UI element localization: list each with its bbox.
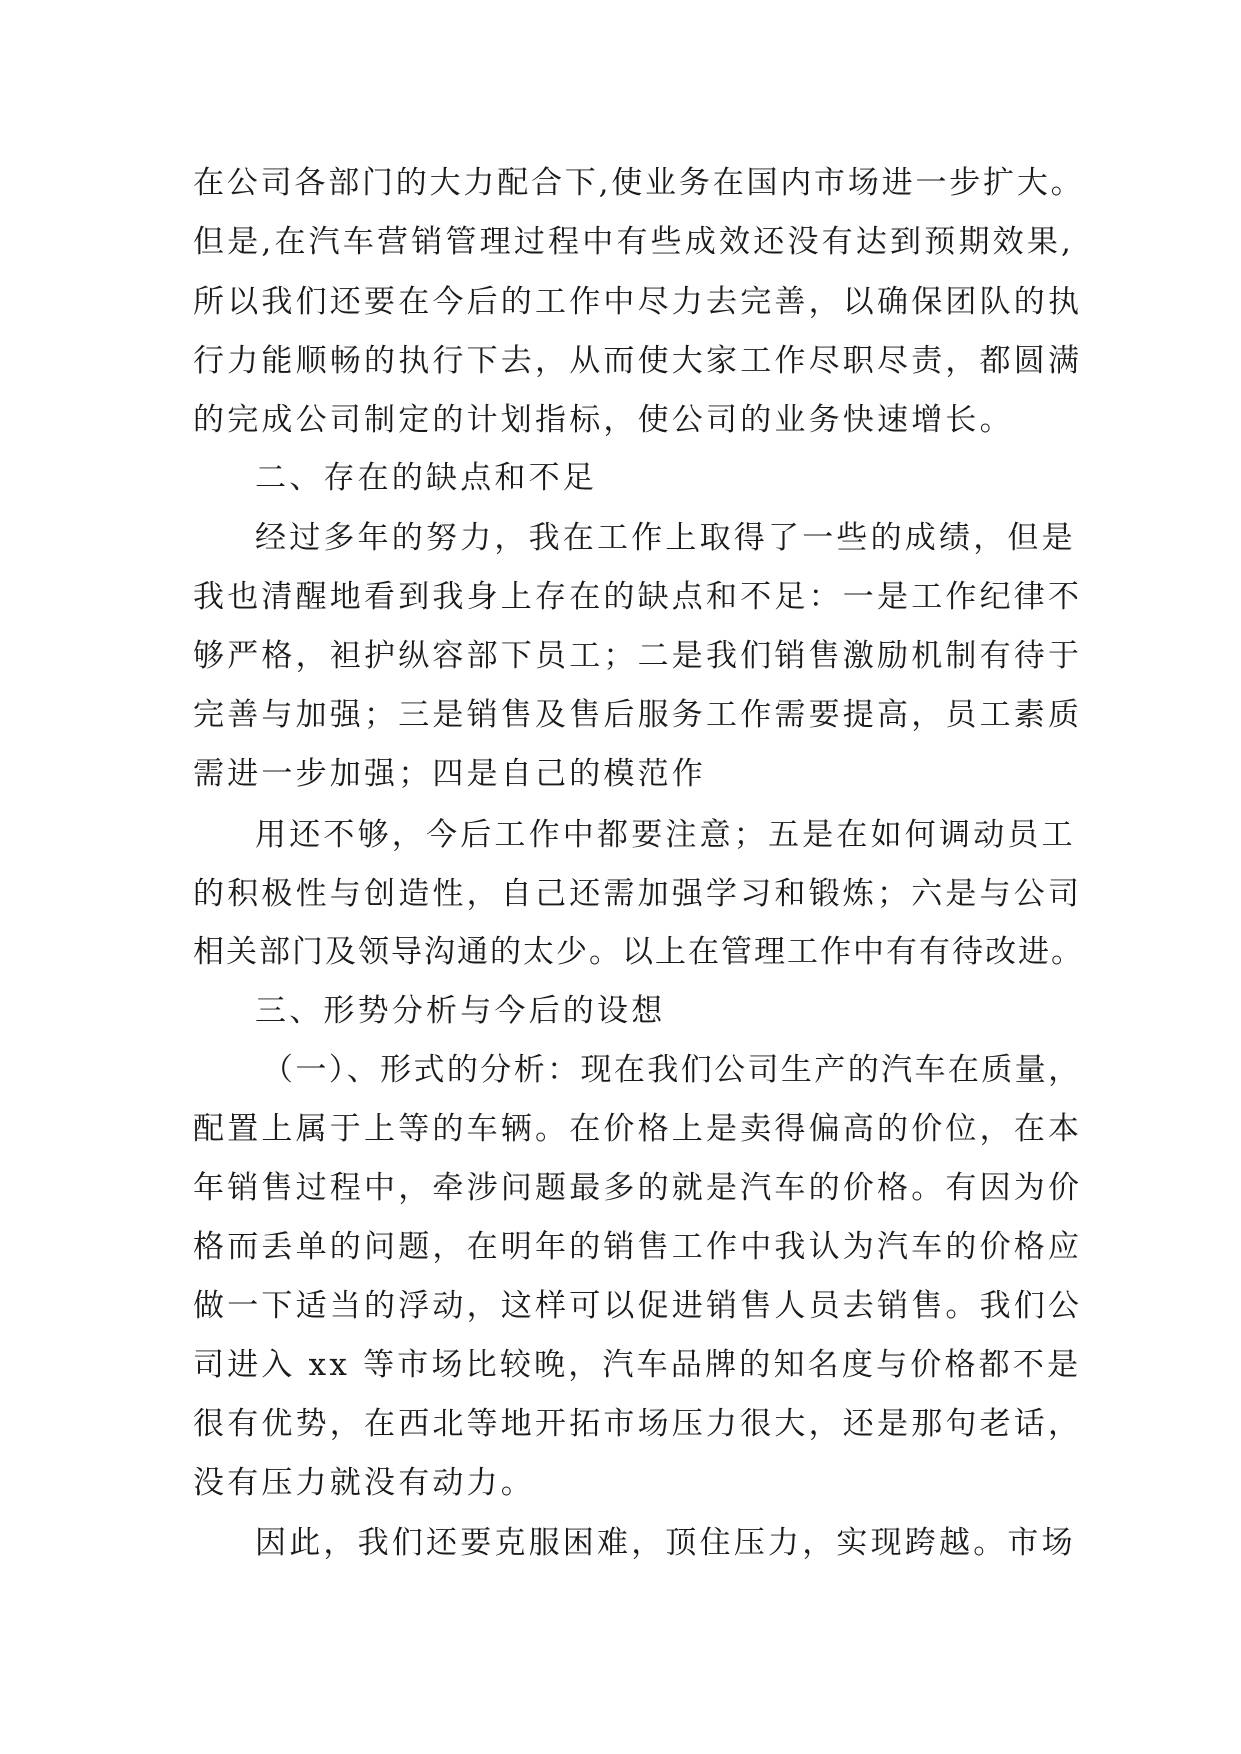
text-line-19: 格而丢单的问题，在明年的销售工作中我认为汽车的价格应 [193,1229,1083,1265]
text-line-16: （一）、形式的分析：现在我们公司生产的汽车在质量， [262,1052,1082,1088]
text-line-18: 年销售过程中，牵涉问题最多的就是汽车的价格。有因为价 [193,1170,1083,1206]
text-line-5: 的完成公司制定的计划指标，使公司的业务快速增长。 [193,402,1014,438]
text-line-10: 完善与加强；三是销售及售后服务工作需要提高，员工素质 [193,697,1083,733]
text-line-12: 用还不够，今后工作中都要注意；五是在如何调动员工 [255,817,1076,853]
text-line-20: 做一下适当的浮动，这样可以促进销售人员去销售。我们公 [193,1288,1083,1324]
text-line-11: 需进一步加强；四是自己的模范作 [193,756,706,792]
section-heading-3: 三、形势分析与今后的设想 [255,993,666,1029]
text-line-7: 经过多年的努力，我在工作上取得了一些的成绩，但是 [255,520,1076,556]
text-line-2: 但是,在汽车营销管理过程中有些成效还没有达到预期效果, [193,224,1075,260]
text-line-4: 行力能顺畅的执行下去，从而使大家工作尽职尽责，都圆满 [193,343,1083,379]
text-line-14: 相关部门及领导沟通的太少。以上在管理工作中有有待改进。 [193,934,1084,970]
text-line-8: 我也清醒地看到我身上存在的缺点和不足：一是工作纪律不 [193,579,1083,615]
text-line-24: 因此，我们还要克服困难，顶住压力，实现跨越。市场 [255,1525,1076,1561]
text-line-13: 的积极性与创造性，自己还需加强学习和锻炼；六是与公司 [193,876,1083,912]
text-line-17: 配置上属于上等的车辆。在价格上是卖得偏高的价位，在本 [193,1111,1083,1147]
section-heading-2: 二、存在的缺点和不足 [255,460,597,496]
text-line-21: 司进入 xx 等市场比较晚，汽车品牌的知名度与价格都不是 [193,1347,1082,1383]
text-line-3: 所以我们还要在今后的工作中尽力去完善，以确保团队的执 [193,284,1083,320]
text-line-22: 很有优势，在西北等地开拓市场压力很大，还是那句老话， [193,1406,1083,1442]
text-line-23: 没有压力就没有动力。 [193,1465,535,1501]
text-line-9: 够严格，袒护纵容部下员工；二是我们销售激励机制有待于 [193,638,1083,674]
text-line-1: 在公司各部门的大力配合下,使业务在国内市场进一步扩大。 [193,165,1085,201]
